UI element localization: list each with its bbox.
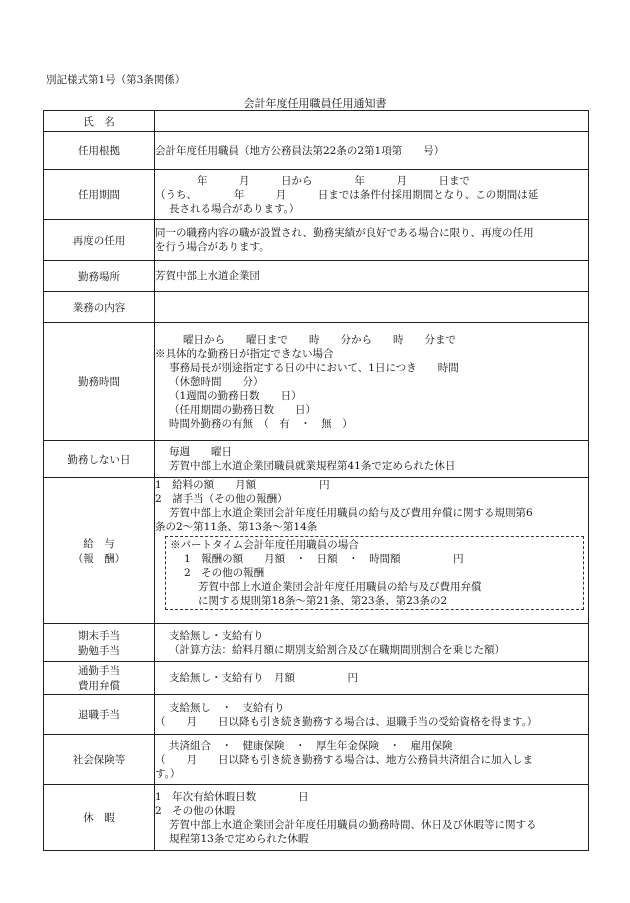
- reappoint-line-1: 同一の職務内容の職が設置され、勤務実績が良好である場合に限り、再度の任用: [155, 227, 534, 239]
- hours-line-1: 曜日から 曜日まで 時 分から 時 分まで: [183, 333, 456, 346]
- pt-line-4: に関する規則第18条～第21条、第23条、第23条の2: [198, 595, 448, 607]
- period-line-1: 年 月 日から 年 月 日まで: [197, 174, 470, 187]
- retire-line-1: 支給無し ・ 支給有り: [169, 701, 285, 714]
- label-basis: 任用根拠: [44, 132, 155, 170]
- row-duties: [44, 292, 589, 323]
- label-reappoint: 再度の任用: [44, 220, 155, 261]
- form-number: 別記様式第1号（第3条関係）: [46, 74, 186, 86]
- label-bonus-2: 勤勉手当: [78, 644, 120, 657]
- label-pay-sub: （報 酬）: [72, 552, 126, 565]
- reappoint-line-2: を行う場合があります。: [155, 241, 270, 253]
- retire-line-2: （ 月 日以降も引き続き勤務する場合は、退職手当の受給資格を得ます。）: [155, 715, 538, 728]
- hours-line-7: 時間外勤務の有無 （ 有 ・ 無 ）: [169, 417, 353, 430]
- label-commute-1: 通勤手当: [78, 665, 120, 677]
- row-period: [44, 170, 589, 220]
- label-bonus-1: 期末手当: [78, 629, 120, 642]
- holidays-line-2: 芳賀中部上水道企業団職員就業規程第41条で定められた休日: [169, 460, 456, 472]
- value-duties: [155, 292, 589, 323]
- hours-line-2: ※具体的な勤務日が指定できない場合: [155, 347, 334, 360]
- row-bonus: [44, 624, 589, 662]
- label-holidays: 勤務しない日: [44, 441, 155, 478]
- period-line-2: （うち、 年 月 日までは条件付採用期間となり、この期間は延: [155, 188, 539, 201]
- row-hours: [44, 323, 589, 441]
- row-name: [44, 111, 589, 132]
- pt-line-2: 2 その他の報酬: [184, 567, 265, 579]
- hours-line-6: （任用期間の勤務日数 日）: [169, 403, 316, 416]
- bonus-line-2: （計算方法：給料月額に期別支給割合及び在職期間別割合を乗じた額）: [169, 643, 505, 656]
- pt-title: ※パートタイム会計年度任用職員の場合: [170, 539, 359, 551]
- label-retire: 退職手当: [44, 695, 155, 735]
- value-basis: 会計年度任用職員（地方公務員法第22条の2第1項第 号）: [155, 144, 445, 157]
- pay-line-4: 条の2～第11条、第13条～第14条: [155, 521, 318, 533]
- part-time-box: [165, 536, 584, 610]
- leave-line-4: 規程第13条で定められた休暇: [169, 832, 309, 845]
- row-reappoint: [44, 220, 589, 261]
- label-insurance: 社会保険等: [44, 735, 155, 785]
- hours-line-4: （休憩時間 分）: [169, 375, 264, 388]
- row-retire: [44, 695, 589, 735]
- insurance-line-1: 共済組合 ・ 健康保険 ・ 厚生年金保険 ・ 雇用保険: [169, 739, 453, 752]
- pt-line-1: 1 報酬の額 月額 ・ 日額 ・ 時間額 円: [184, 553, 464, 565]
- label-commute-2: 費用弁償: [78, 680, 120, 692]
- row-workplace: [44, 261, 589, 292]
- row-pay: [44, 478, 589, 624]
- row-leave: [44, 785, 589, 851]
- insurance-line-3: す。）: [155, 767, 181, 780]
- insurance-line-2: （ 月 日以降も引き続き勤務する場合は、地方公務員共済組合に加入しま: [155, 753, 533, 766]
- label-hours: 勤務時間: [44, 323, 155, 441]
- commute-line-1: 支給無し・支給有り 月額 円: [169, 672, 358, 684]
- row-holidays: [44, 441, 589, 478]
- label-workplace: 勤務場所: [44, 261, 155, 292]
- document-title: 会計年度任用職員任用通知書: [243, 97, 387, 110]
- value-name: [155, 111, 589, 132]
- bonus-line-1: 支給無し・支給有り: [169, 629, 264, 642]
- row-basis: [44, 132, 589, 170]
- label-duties: 業務の内容: [44, 292, 155, 323]
- leave-line-2: 2 その他の休暇: [155, 804, 236, 817]
- hours-line-5: （1週間の勤務日数 日）: [169, 389, 302, 402]
- pt-line-3: 芳賀中部上水道企業団会計年度任用職員の給与及び費用弁償: [198, 581, 482, 593]
- value-workplace: 芳賀中部上水道企業団: [155, 261, 589, 292]
- notice-table: [43, 110, 589, 851]
- label-pay: 給 与: [83, 537, 115, 550]
- pay-line-3: 芳賀中部上水道企業団会計年度任用職員の給与及び費用弁償に関する規則第6: [169, 507, 533, 519]
- hours-line-3: 事務局長が別途指定する日の中において、1日につき 時間: [169, 361, 459, 374]
- pay-line-1: 1 給料の額 月額 円: [155, 479, 330, 491]
- leave-line-3: 芳賀中部上水道企業団会計年度任用職員の勤務時間、休日及び休暇等に関する: [169, 818, 537, 831]
- label-leave: 休 暇: [44, 785, 155, 851]
- label-name: 氏 名: [44, 111, 155, 132]
- pay-line-2: 2 諸手当（その他の報酬）: [155, 493, 288, 505]
- holidays-line-1: 毎週 曜日: [169, 446, 232, 458]
- row-commute: [44, 662, 589, 695]
- leave-line-1: 1 年次有給休暇日数 日: [155, 790, 309, 803]
- row-insurance: [44, 735, 589, 785]
- period-line-3: 長される場合があります。）: [169, 202, 300, 215]
- label-period: 任用期間: [44, 170, 155, 220]
